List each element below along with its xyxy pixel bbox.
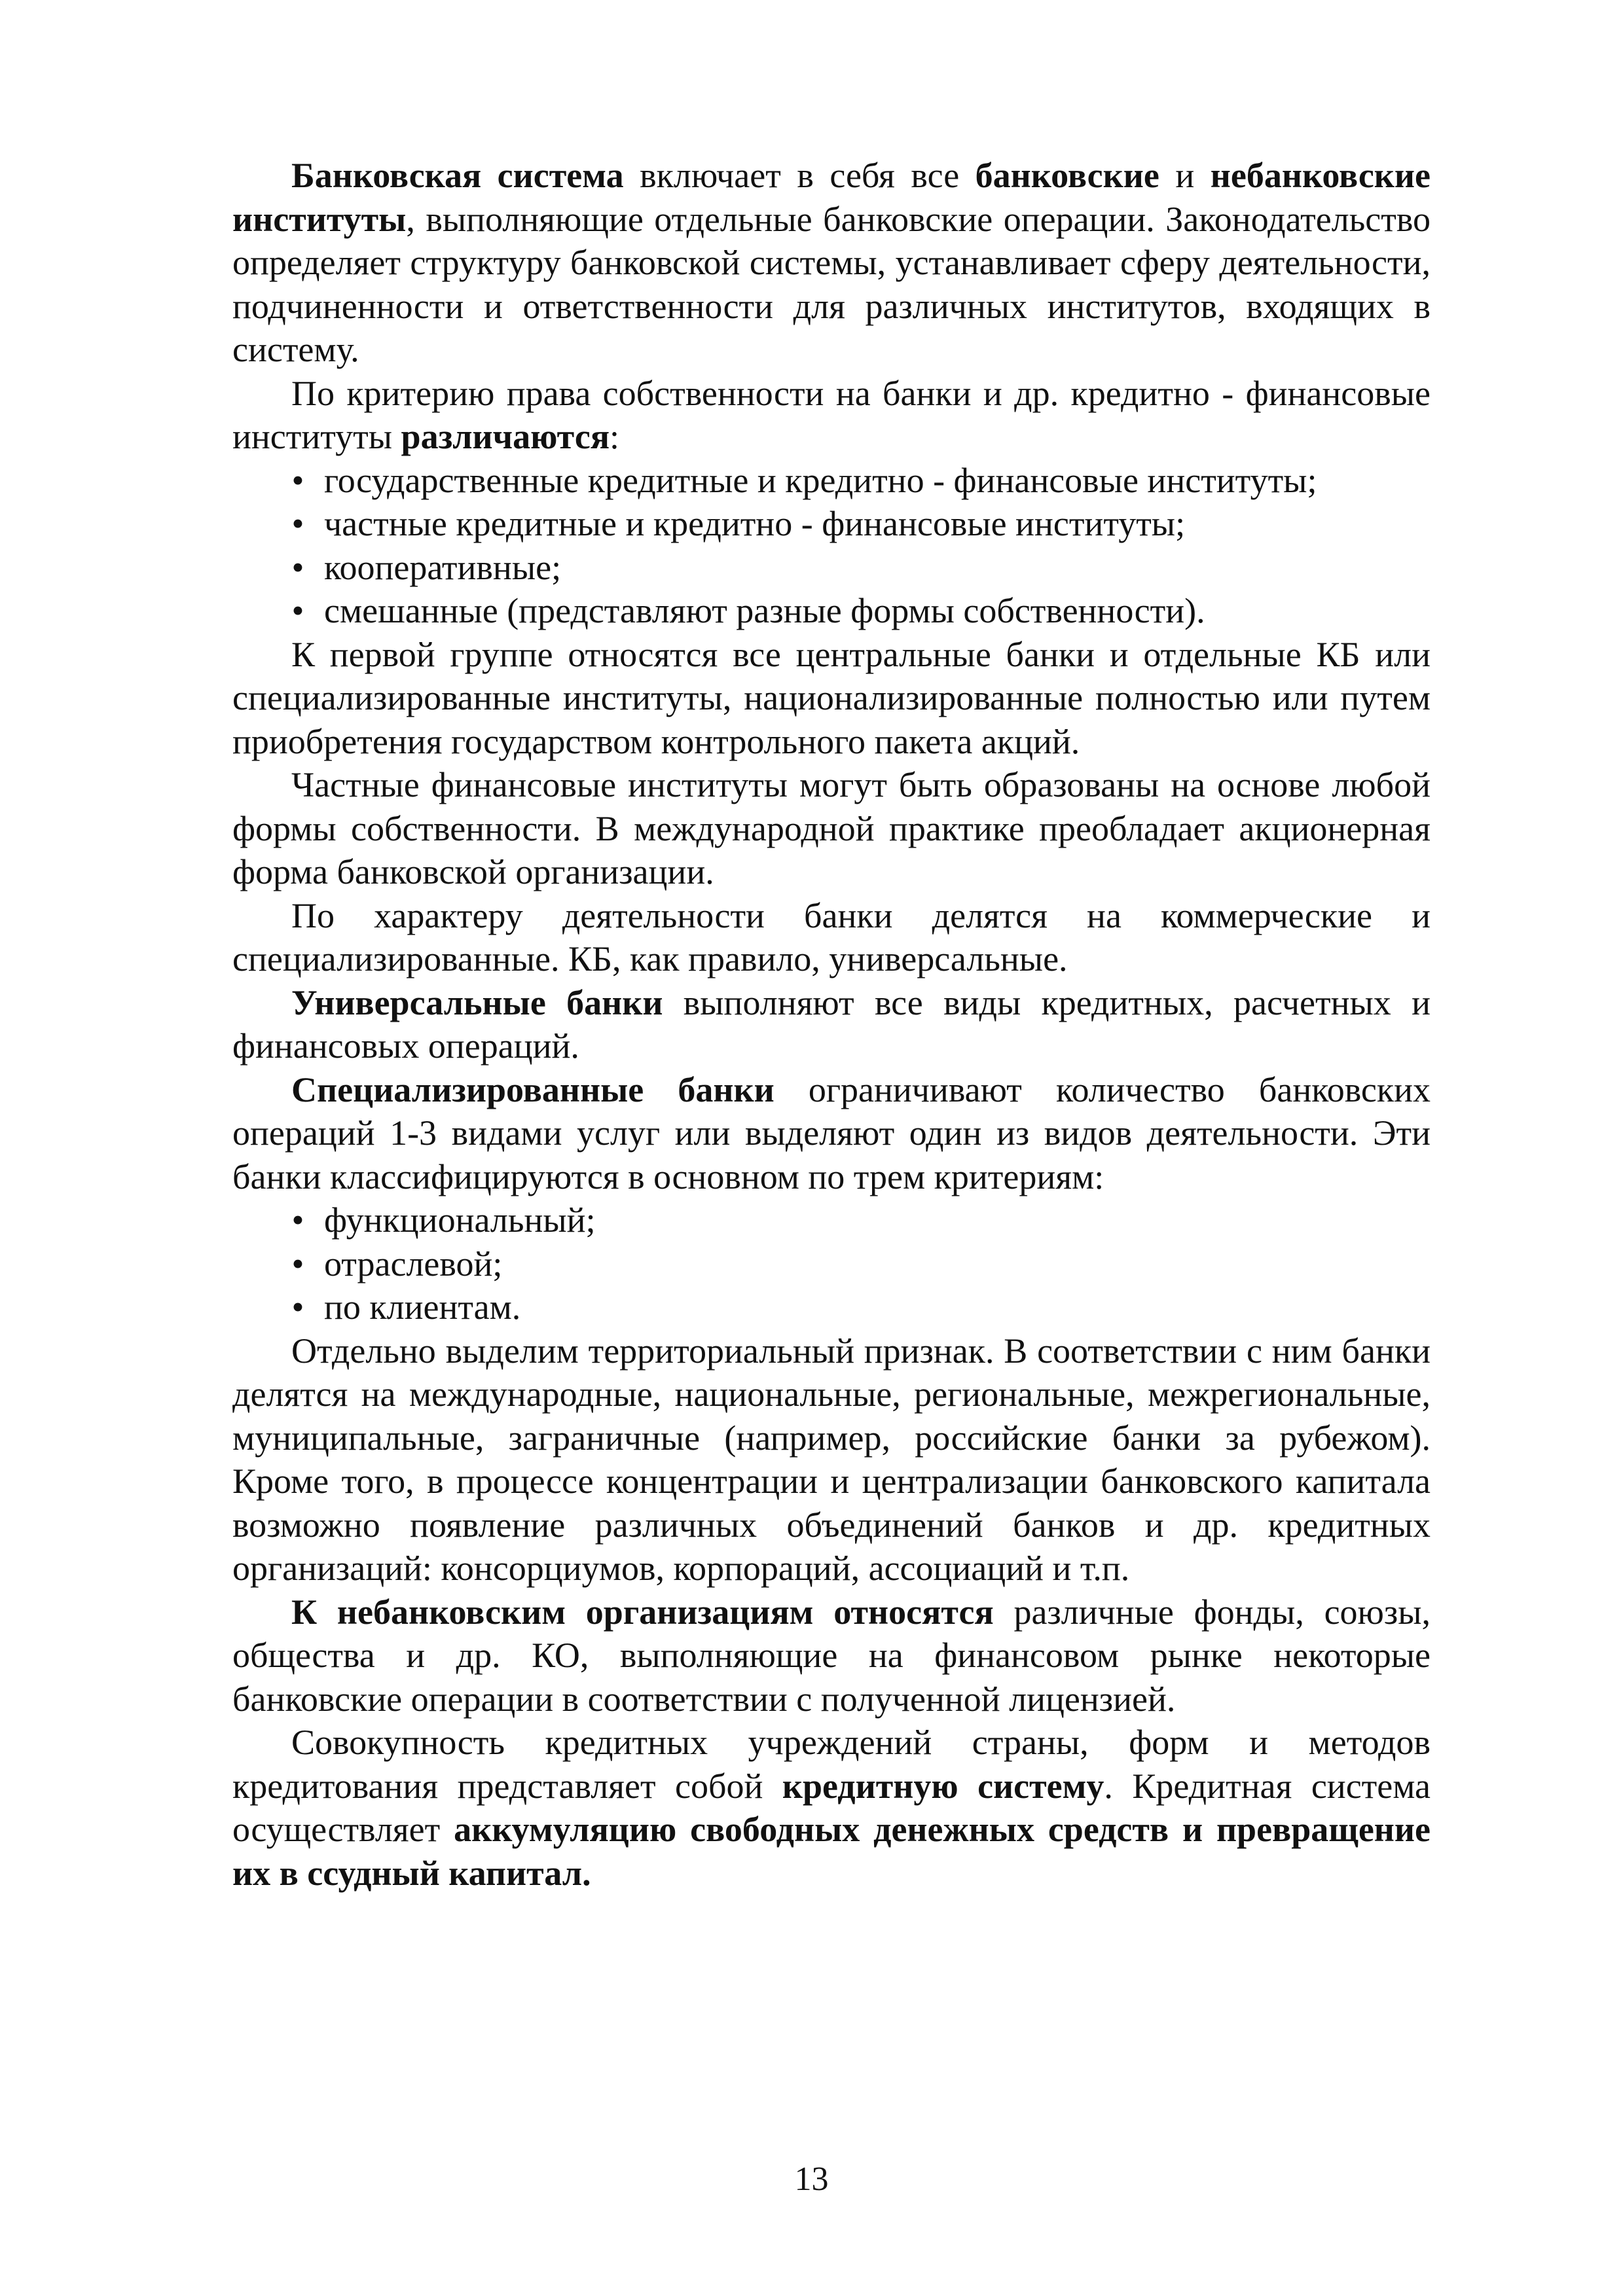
list-item: • функциональный; xyxy=(285,1198,1431,1242)
list-item: • частные кредитные и кредитно - финансовые институты; xyxy=(285,502,1431,546)
ownership-types-list xyxy=(232,459,1431,633)
paragraph-nonbanking-organizations: К небанковским организациям относятся различные фонды, союзы, общества и др. КО, выполняющие на финансовом рынке некоторые банковские операции в соответствии с полученной лицензией. xyxy=(232,1592,1431,1719)
term-universal-banks: Универсальные банки xyxy=(291,982,663,1022)
term-banking-system: Банковская система xyxy=(291,156,624,195)
paragraph-universal-banks: Универсальные банки выполняют все виды кредитных, расчетных и финансовых операций. xyxy=(232,982,1431,1066)
bullet-icon: • xyxy=(291,1200,304,1240)
paragraph-activity-type: По характеру деятельности банки делятся на коммерческие и специализированные. КБ, как правило, универсальные. xyxy=(232,895,1431,978)
paragraph-first-group: К первой группе относятся все центральные банки и отдельные КБ или специализированные институты, национализированные полностью или путем приобретения государством контрольного пакета акций. xyxy=(232,634,1431,761)
paragraph-banking-system: Банковская система включает в себя все банковские и небанковские институты, выполняющие отдельные банковские операции. Законодательство определяет структуру банковской системы, устанавливает сферу деятельности, подчиненности и ответственности для различных институтов, входящих в систему. xyxy=(232,156,1431,369)
bullet-icon: • xyxy=(291,591,304,630)
term-accumulation: аккумуляцию свободных денежных средств и превращение их в ссудный капитал. xyxy=(232,1810,1431,1893)
document-page xyxy=(232,154,1431,1895)
page-number: 13 xyxy=(794,2161,829,2198)
paragraph-ownership-criterion: По критерию права собственности на банки и др. кредитно - финансовые институты различаются: xyxy=(232,373,1431,456)
paragraph-specialized-banks: Специализированные банки ограничивают количество банковских операций 1-3 видами услуг или выделяют один из видов деятельности. Эти банки классифицируются в основном по трем критериям: xyxy=(232,1069,1431,1196)
bullet-icon: • xyxy=(291,460,304,500)
term-nonbanking-institutions: небанковские институты xyxy=(232,156,1431,239)
paragraph-territorial: Отдельно выделим территориальный признак. В соответствии с ним банки делятся на международные, национальные, региональные, межрегиональные, муниципальные, заграничные (например, российские банки за рубежом). Кроме того, в процессе концентрации и централизации банковского капитала возможно появление различных объединений банков и др. кредитных организаций: консорциумов, корпораций, ассоциаций и т.п. xyxy=(232,1331,1431,1588)
paragraph-credit-system: Совокупность кредитных учреждений страны, форм и методов кредитования представляет собой кредитную систему. Кредитная система осуществляет аккумуляцию свободных денежных средств и превращение их в ссудный капитал. xyxy=(232,1723,1431,1893)
criteria-list xyxy=(232,1198,1431,1329)
term-differ: различаются xyxy=(401,417,610,456)
paragraph-private-institutions: Частные финансовые институты могут быть образованы на основе любой формы собственности. В международной практике преобладает акционерная форма банковской организации. xyxy=(232,765,1431,891)
list-item: • государственные кредитные и кредитно - финансовые институты; xyxy=(285,459,1431,503)
list-item: • кооперативные; xyxy=(285,546,1431,590)
list-item: • по клиентам. xyxy=(285,1285,1431,1329)
bullet-icon: • xyxy=(291,1287,304,1327)
list-item: • отраслевой; xyxy=(285,1242,1431,1286)
term-nonbanking-organizations: К небанковским организациям относятся xyxy=(291,1592,994,1632)
list-item: • смешанные (представляют разные формы собственности). xyxy=(285,589,1431,633)
bullet-icon: • xyxy=(291,504,304,543)
bullet-icon: • xyxy=(291,1244,304,1283)
term-specialized-banks: Специализированные банки xyxy=(291,1069,775,1109)
term-banking: банковские xyxy=(975,156,1159,195)
bullet-icon: • xyxy=(291,547,304,587)
term-credit-system: кредитную систему xyxy=(782,1766,1104,1806)
